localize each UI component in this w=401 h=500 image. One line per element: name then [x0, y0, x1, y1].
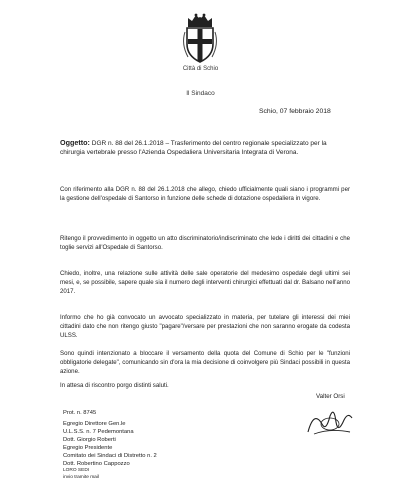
handwritten-signature [300, 402, 360, 442]
body-paragraph-1: Con riferimento alla DGR n. 88 del 26.1.2018 che allego, chiedo ufficialmente quali siano i programmi per la gestione dell'ospedale di Santorso in funzione delle schede di dotazione ospedaliera in vigore. [60, 186, 350, 202]
recipient-line: Egregio Direttore Gen.le [63, 421, 126, 427]
body-paragraph-5: Sono quindi intenzionato a bloccare il versamento della quota del Comune di Schio per le "funzioni obbligatorie delegate", comunicando sin d'ora la mia decisione di coinvolgere più Sindaci possibili in questa azione. [60, 350, 350, 375]
delivery-note: invio tramite mail [63, 475, 99, 481]
letter-date: Schio, 07 febbraio 2018 [259, 108, 331, 115]
recipient-line: Comitato dei Sindaci di Distretto n. 2 [63, 452, 157, 459]
recipient-line: U.L.S.S. n. 7 Pedemontana [63, 428, 134, 435]
protocol-number: Prot. n. 8745 [63, 410, 97, 416]
recipient-line: Dott. Giorgio Roberti [63, 436, 116, 443]
closing-salutation: In attesa di riscontro porgo distinti saluti. [60, 382, 169, 389]
subject-text: DGR n. 88 del 26.1.2018 – Trasferimento del centro regionale specializzato per la chirurgia vertebrale presso l'Azienda Ospedaliera Universitaria Integrata di Verona. [60, 140, 327, 156]
city-name: Città di Schio [182, 66, 219, 72]
recipient-note: LORO SEDI [63, 468, 90, 474]
subject-label: Oggetto: [60, 138, 90, 147]
coat-of-arms-icon [180, 10, 220, 64]
letter-author-role: Il Sindaco [186, 90, 215, 97]
body-paragraph-2: Ritengo il provvedimento in oggetto un atto discriminatorio/indiscriminato che lede i diritti dei cittadini e che toglie servizi all'Ospedale di Santorso. [60, 235, 350, 251]
body-paragraph-3: Chiedo, inoltre, una relazione sulle attività delle sale operatorie del medesimo ospedale degli ultimi sei mesi, e, se possibile, sapere quale sia il numero degli interventi chirurgici effettuati dal dr. Balsano nell'anno 2017. [60, 270, 350, 295]
letter-subject [60, 138, 350, 157]
recipient-block [63, 421, 157, 482]
signatory-name: Valter Orsi [316, 393, 345, 400]
recipient-line: Dott. Robertino Cappozzo [63, 460, 130, 467]
body-paragraph-4: Informo che ho già convocato un avvocato specializzato in materia, per tutelare gli interessi dei miei cittadini dato che non ritengo giusto "pagare"/versare per prestazioni che non saranno erogate da codesta ULSS. [60, 314, 350, 339]
recipient-line: Egregio Presidente [63, 444, 113, 451]
